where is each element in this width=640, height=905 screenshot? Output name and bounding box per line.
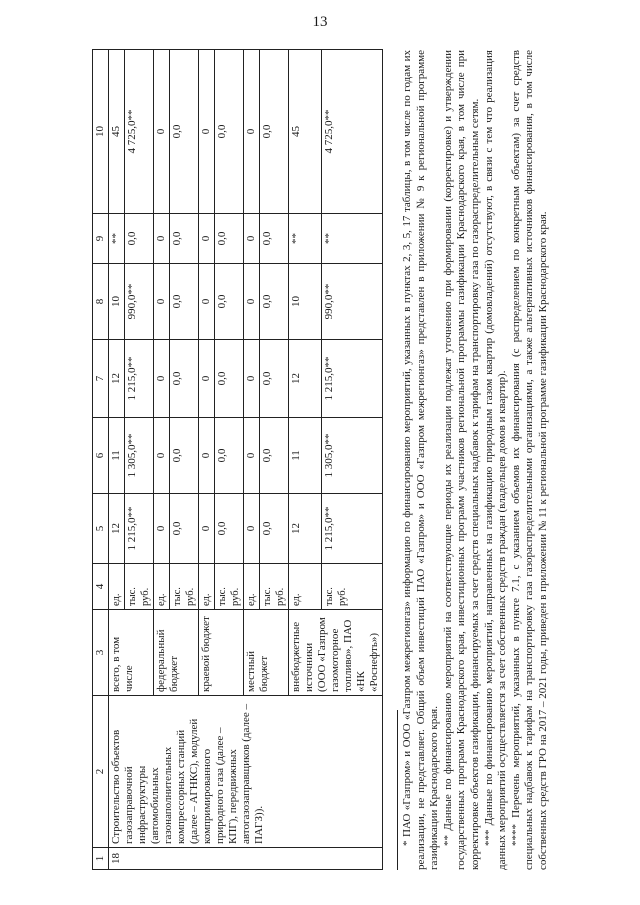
column-number: 7 bbox=[93, 340, 109, 418]
value-v6: 11 bbox=[109, 418, 125, 494]
rotated-page-content bbox=[92, 50, 597, 870]
funding-source: внебюджетные источники (ООО «Газпром газомоторное топливо», ПАО «НК «Роснефть») bbox=[289, 610, 383, 696]
value-v10: 45 bbox=[109, 50, 125, 214]
value-v10: 0,0 bbox=[170, 50, 199, 214]
value-v5: 0,0 bbox=[215, 494, 244, 564]
value-v8: 0 bbox=[244, 264, 260, 340]
unit: ед. bbox=[199, 564, 215, 610]
value-v7: 0 bbox=[244, 340, 260, 418]
value-v9: ** bbox=[109, 214, 125, 264]
value-v8: 0,0 bbox=[170, 264, 199, 340]
column-number: 1 bbox=[93, 848, 109, 870]
value-v6: 0,0 bbox=[170, 418, 199, 494]
value-v7: 1 215,0** bbox=[322, 340, 383, 418]
column-number: 2 bbox=[93, 696, 109, 848]
page-number: 13 bbox=[312, 14, 328, 30]
unit: тыс. руб. bbox=[260, 564, 289, 610]
value-v10: 4 725,0** bbox=[125, 50, 154, 214]
unit: ед. bbox=[289, 564, 322, 610]
value-v8: 0,0 bbox=[215, 264, 244, 340]
column-number: 4 bbox=[93, 564, 109, 610]
value-v5: 0 bbox=[244, 494, 260, 564]
value-v10: 45 bbox=[289, 50, 322, 214]
footnotes bbox=[397, 50, 551, 870]
value-v8: 0 bbox=[199, 264, 215, 340]
column-number: 10 bbox=[93, 50, 109, 214]
value-v5: 1 215,0** bbox=[322, 494, 383, 564]
value-v9: 0,0 bbox=[260, 214, 289, 264]
column-number: 5 bbox=[93, 494, 109, 564]
value-v7: 12 bbox=[289, 340, 322, 418]
value-v9: ** bbox=[289, 214, 322, 264]
value-v5: 0,0 bbox=[260, 494, 289, 564]
unit: ед. bbox=[109, 564, 125, 610]
column-number: 9 bbox=[93, 214, 109, 264]
footnote-3: *** Данные по финансированию мероприятий, направленных на газификацию природным газом квартир (домовладений) отсутствуют, в связи с тем что реализация данных мероприятий осуществляется за счет собственных средств граждан (владельцев домов и квартир). bbox=[482, 50, 509, 870]
unit: тыс. руб. bbox=[322, 564, 383, 610]
value-v10: 0 bbox=[244, 50, 260, 214]
value-v5: 0,0 bbox=[170, 494, 199, 564]
value-v6: 0 bbox=[154, 418, 170, 494]
value-v6: 0,0 bbox=[260, 418, 289, 494]
value-v7: 0,0 bbox=[170, 340, 199, 418]
value-v6: 1 305,0** bbox=[125, 418, 154, 494]
value-v6: 0 bbox=[244, 418, 260, 494]
funding-source: федеральный бюджет bbox=[154, 610, 199, 696]
financing-table bbox=[92, 49, 383, 870]
row-number: 18 bbox=[109, 848, 383, 870]
funding-source: местный бюджет bbox=[244, 610, 289, 696]
value-v10: 0 bbox=[154, 50, 170, 214]
value-v10: 4 725,0** bbox=[322, 50, 383, 214]
footnote-2: ** Данные по финансированию мероприятий на соответствующие периоды их реализации подлежат уточнению при формировании (корректировке) и утверждении государственных программ Краснодарского края, инвестиционных программ участников региональной программы газификации Краснодарского края, в том числе при корректировке объектов газификации, финансируемых за счет средств специальных надбавок к тарифам на транспортировку газа по газораспределительным сетям. bbox=[441, 50, 481, 870]
funding-source: всего, в том числе bbox=[109, 610, 154, 696]
value-v8: 990,0** bbox=[125, 264, 154, 340]
value-v7: 1 215,0** bbox=[125, 340, 154, 418]
column-number: 3 bbox=[93, 610, 109, 696]
unit: ед. bbox=[244, 564, 260, 610]
value-v5: 1 215,0** bbox=[125, 494, 154, 564]
value-v7: 0 bbox=[154, 340, 170, 418]
value-v5: 0 bbox=[199, 494, 215, 564]
footnote-1: * ПАО «Газпром» и ООО «Газпром межрегионгаз» информацию по финансированию мероприятий, указанных в пунктах 2, 3, 5, 17 таблицы, в том числе по годам их реализации, не представляет. Общий объем инвестиций ПАО «Газпром» и ООО «Газпром межрегионгаз» представлен в приложении № 9 к региональной программе газификации Краснодарского края. bbox=[401, 50, 441, 870]
table-body bbox=[93, 50, 383, 870]
value-v8: 990,0** bbox=[322, 264, 383, 340]
value-v10: 0 bbox=[199, 50, 215, 214]
value-v9: 0,0 bbox=[125, 214, 154, 264]
value-v10: 0,0 bbox=[215, 50, 244, 214]
column-number: 6 bbox=[93, 418, 109, 494]
value-v9: 0 bbox=[154, 214, 170, 264]
unit: тыс. руб. bbox=[215, 564, 244, 610]
value-v9: 0 bbox=[244, 214, 260, 264]
funding-source: краевой бюджет bbox=[199, 610, 244, 696]
value-v8: 0 bbox=[154, 264, 170, 340]
value-v9: 0 bbox=[199, 214, 215, 264]
column-number: 8 bbox=[93, 264, 109, 340]
object-name: Строительство объектов газозаправочной инфраструктуры (автомобильных газонаполнительных компрессорных станций (далее – АГНКС), модулей компримированного природного газа (далее – КПГ), передвижных автогазозаправщиков (далее – ПАГЗ)). bbox=[109, 696, 383, 848]
value-v6: 0,0 bbox=[215, 418, 244, 494]
value-v7: 12 bbox=[109, 340, 125, 418]
value-v10: 0,0 bbox=[260, 50, 289, 214]
value-v8: 10 bbox=[109, 264, 125, 340]
footnote-4: **** Перечень мероприятий, указанных в пункте 7.1, с указанием объемов их финансирования (с распределением по конкретным объектам) за счет средств специальных надбавок к тарифам на транспортировку газа газораспределительными организациями, а также альтернативных источников финансирования, в том числе собственных средств ГРО на 2017 – 2021 годы, приведен в приложении № 11 к региональной программе газификации Краснодарского края. bbox=[509, 50, 549, 870]
unit: ед. bbox=[154, 564, 170, 610]
value-v5: 12 bbox=[109, 494, 125, 564]
value-v9: ** bbox=[322, 214, 383, 264]
value-v6: 11 bbox=[289, 418, 322, 494]
value-v5: 0 bbox=[154, 494, 170, 564]
value-v5: 12 bbox=[289, 494, 322, 564]
unit: тыс. руб. bbox=[125, 564, 154, 610]
value-v6: 1 305,0** bbox=[322, 418, 383, 494]
footnote-separator bbox=[397, 710, 398, 870]
value-v7: 0,0 bbox=[215, 340, 244, 418]
value-v9: 0,0 bbox=[215, 214, 244, 264]
unit: тыс. руб. bbox=[170, 564, 199, 610]
value-v7: 0 bbox=[199, 340, 215, 418]
value-v8: 0,0 bbox=[260, 264, 289, 340]
value-v9: 0,0 bbox=[170, 214, 199, 264]
value-v7: 0,0 bbox=[260, 340, 289, 418]
value-v6: 0 bbox=[199, 418, 215, 494]
column-number-row bbox=[93, 50, 109, 870]
value-v8: 10 bbox=[289, 264, 322, 340]
table-row bbox=[109, 50, 125, 870]
